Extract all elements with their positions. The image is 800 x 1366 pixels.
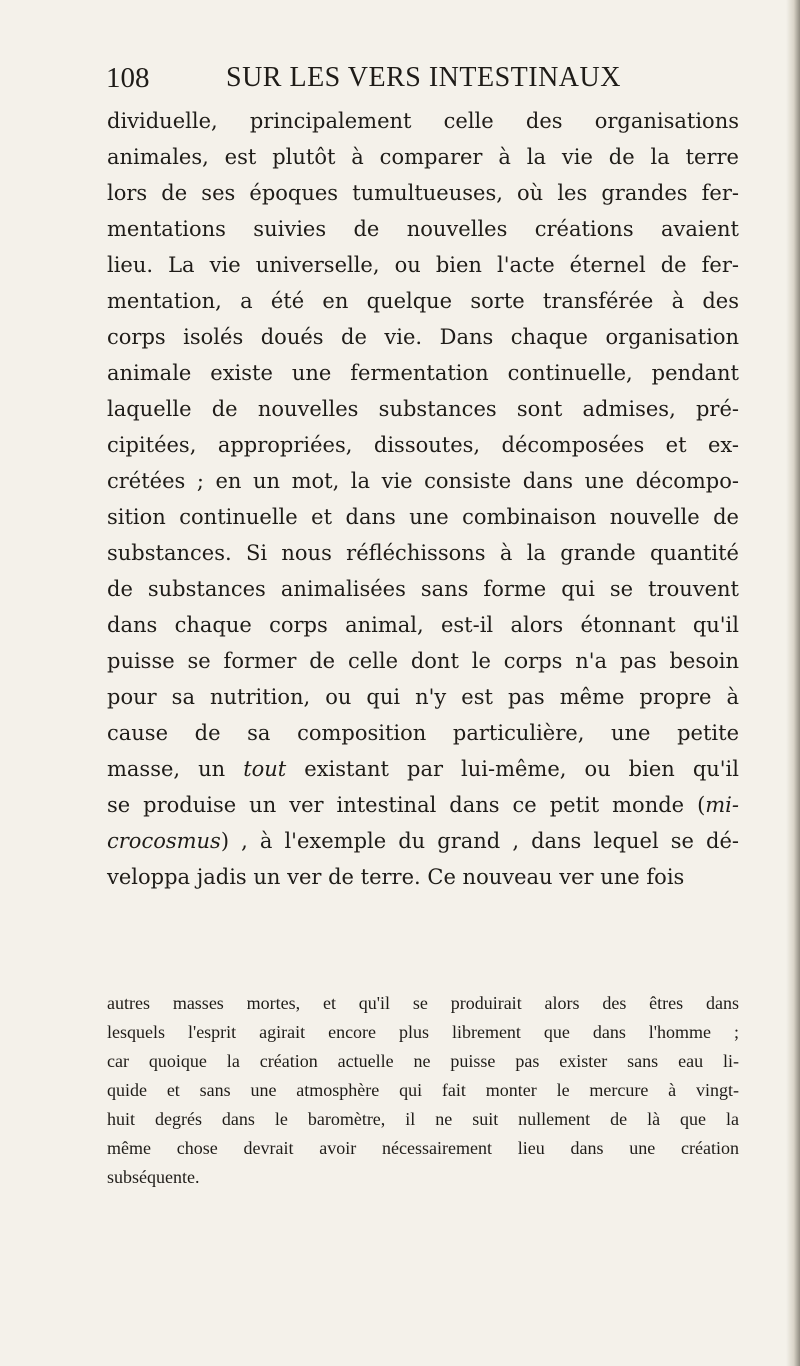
footnote-line: car quoique la création actuelle ne puisse pas exister sans eau li- (107, 1051, 739, 1071)
text-line: pour sa nutrition, ou qui n'y est pas même propre à (107, 685, 739, 709)
text-line (107, 823, 739, 859)
text-line: de substances animalisées sans forme qui se trouvent (107, 577, 739, 601)
footnote-line: autres masses mortes, et qu'il se produirait alors des êtres dans (107, 993, 739, 1013)
page-edge-shadow (786, 0, 800, 1366)
text-line: cipitées, appropriées, dissoutes, décomposées et ex- (107, 433, 739, 457)
text-line: animales, est plutôt à comparer à la vie de la terre (107, 145, 739, 169)
text-line: laquelle de nouvelles substances sont admises, pré- (107, 397, 739, 421)
text-line: mentations suivies de nouvelles créations avaient (107, 217, 739, 241)
text-line (107, 787, 739, 823)
footnote-line: quide et sans une atmosphère qui fait monter le mercure à vingt- (107, 1080, 739, 1100)
text-line: lors de ses époques tumultueuses, où les grandes fer- (107, 181, 739, 205)
italic-word: tout (243, 757, 287, 781)
page-number: 108 (106, 62, 150, 94)
footnote (107, 989, 739, 1192)
italic-word: mi- (705, 793, 739, 817)
text-line: corps isolés doués de vie. Dans chaque organisation (107, 325, 739, 349)
footnote-line: lesquels l'esprit agirait encore plus librement que dans l'homme ; (107, 1022, 739, 1042)
footnote-line: même chose devrait avoir nécessairement lieu dans une création (107, 1138, 739, 1158)
text-line: puisse se former de celle dont le corps n'a pas besoin (107, 649, 739, 673)
text-line: dans chaque corps animal, est-il alors étonnant qu'il (107, 613, 739, 637)
text-line: sition continuelle et dans une combinaison nouvelle de (107, 505, 739, 529)
text-segment: ) , à l'exemple du grand , dans lequel se dé- (220, 829, 739, 853)
text-line: dividuelle, principalement celle des organisations (107, 109, 739, 133)
footnote-line: huit degrés dans le baromètre, il ne suit nullement de là que la (107, 1109, 739, 1129)
main-text (107, 103, 739, 895)
running-title: SUR LES VERS INTESTINAUX (226, 62, 621, 93)
page-header (106, 62, 738, 98)
footnote-line: subséquente. (107, 1167, 200, 1187)
text-line: mentation, a été en quelque sorte transférée à des (107, 289, 739, 313)
text-line: veloppa jadis un ver de terre. Ce nouveau ver une fois (107, 865, 685, 889)
text-line: lieu. La vie universelle, ou bien l'acte éternel de fer- (107, 253, 739, 277)
text-line: substances. Si nous réfléchissons à la grande quantité (107, 541, 739, 565)
text-line: animale existe une fermentation continuelle, pendant (107, 361, 739, 385)
text-segment: masse, un (107, 757, 244, 781)
text-line: cause de sa composition particulière, une petite (107, 721, 739, 745)
text-segment: se produise un ver intestinal dans ce petit monde ( (107, 793, 706, 817)
text-line (107, 751, 739, 787)
text-line: crétées ; en un mot, la vie consiste dans une décompo- (107, 469, 739, 493)
text-segment: existant par lui-même, ou bien qu'il (286, 757, 739, 781)
italic-word: crocosmus (107, 829, 221, 853)
